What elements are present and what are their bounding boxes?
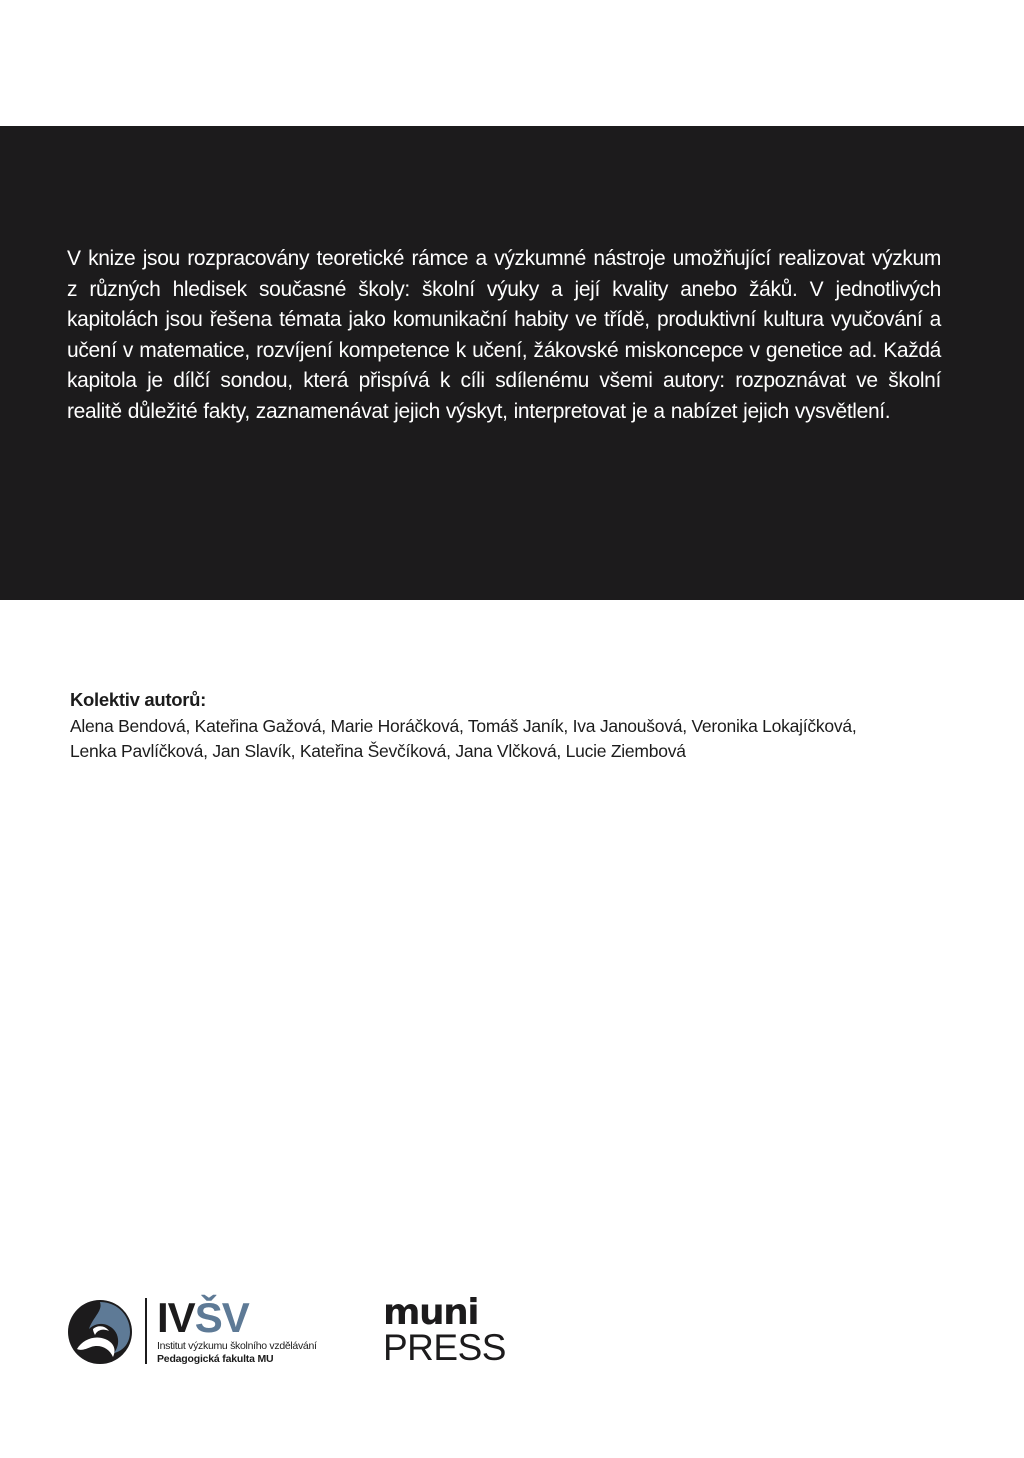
authors-heading: Kolektiv autorů: [70, 689, 207, 710]
ivsv-subtitle: Institut výzkumu školního vzdělávání [157, 1340, 317, 1352]
ivsv-faculty: Pedagogická fakulta MU [157, 1353, 274, 1365]
swirl-emblem-icon [67, 1299, 133, 1365]
authors-section [70, 688, 970, 764]
ivsv-wordmark [157, 1294, 317, 1341]
ivsv-wordmark-main: IV [157, 1294, 195, 1341]
book-description: V knize jsou rozpracovány teoretické rámce a výzkumné nástroje umožňující realizovat výzkum z různých hledisek současné školy: školní výuky a její kvality anebo žáků. V jednotlivých kapitolách jsou řešena témata jako komunikační habity ve třídě, produktivní kultura vyučování a učení v matematice, rozvíjení kompetence k učení, žákovské miskoncepce v genetice ad. Každá kapitola je dílčí sondou, která přispívá k cíli sdílenému všemi autory: rozpoznávat ve školní realitě důležité fakty, zaznamenávat jejich výskyt, interpretovat je a nabízet jejich vysvětlení. [67, 247, 941, 423]
logo-divider [145, 1298, 147, 1364]
authors-list [70, 714, 970, 764]
ivsv-logo [67, 1294, 367, 1368]
authors-line: Lenka Pavlíčková, Jan Slavík, Kateřina Ševčíková, Jana Vlčková, Lucie Ziembová [70, 741, 686, 761]
authors-line: Alena Bendová, Kateřina Gažová, Marie Horáčková, Tomáš Janík, Iva Janoušová, Veronika Lokajíčková, [70, 716, 857, 736]
munipress-logo [383, 1292, 513, 1368]
munipress-logo-top: muni [383, 1292, 479, 1333]
ivsv-wordmark-accent: ŠV [194, 1294, 249, 1341]
munipress-logo-bottom: PRESS [383, 1327, 506, 1368]
